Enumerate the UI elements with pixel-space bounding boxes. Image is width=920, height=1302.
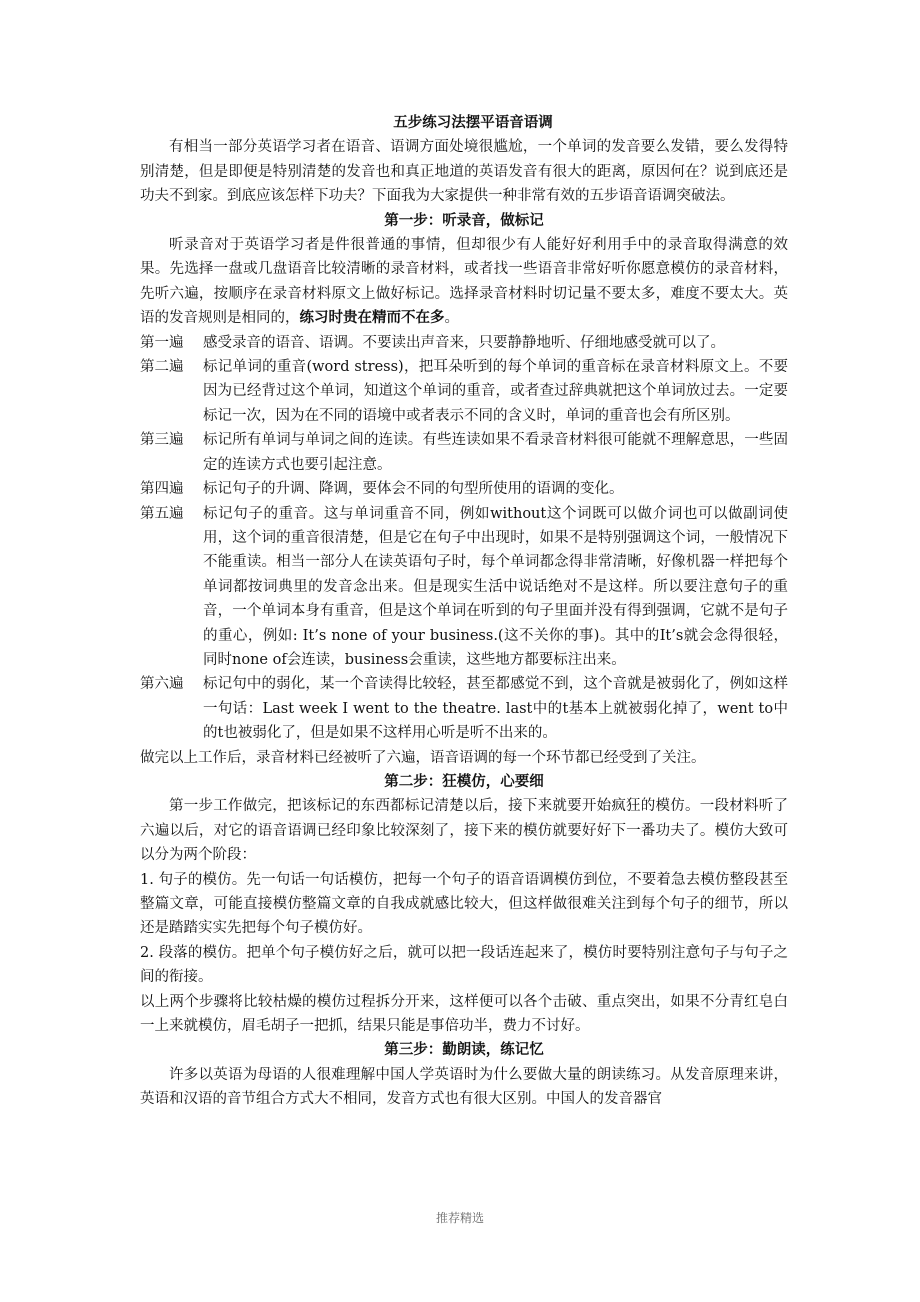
- intro-paragraph: 有相当一部分英语学习者在语音、语调方面处境很尴尬，一个单词的发音要么发错，要么发得特别清楚，但是即便是特别清楚的发音也和真正地道的英语发音有很大的距离，原因何在？说到底还是功夫不到家。到底应该怎样下功夫？下面我为大家提供一种非常有效的五步语音语调突破法。: [140, 139, 788, 205]
- step2-heading: 第二步：狂模仿，心要细: [384, 772, 544, 790]
- pass-text: 标记句子的升调、降调，要体会不同的句型所使用的语调的变化。: [203, 481, 624, 498]
- pass-label: 第六遍: [140, 676, 184, 693]
- pass-label: 第三遍: [140, 432, 184, 449]
- page-title: 五步练习法摆平语音语调: [393, 114, 553, 131]
- step2-point-2: 2. 段落的模仿。把单个句子模仿好之后，就可以把一段话连起来了，模仿时要特别注意句子与句子之间的衔接。: [140, 944, 788, 986]
- step1-emphasis: 练习时贵在精而不在多: [299, 309, 445, 327]
- pass-text: 标记句子的重音。这与单词重音不同，例如without这个词既可以做介词也可以做副词使用，这个词的重音很清楚，但是它在句子中出现时，如果不是特别强调这个词，一般情况下不能重读。相当一部分人在读英语句子时，每个单词都念得非常清晰，好像机器一样把每个单词都按词典里的发音念出来。但是现实生活中说话绝对不是这样。所以要注意句子的重音，一个单词本身有重音，但是这个单词在听到的句子里面并没有得到强调，它就不是句子的重心，例如: It’s none of your business.(这不关你的事)。其中的It’s就会念得很轻，同时none of会连读，business会重读，这些地方都要标注出来。: [203, 505, 788, 668]
- pass-text: 标记句中的弱化，某一个音读得比较轻，甚至都感觉不到，这个音就是被弱化了，例如这样一句话：Last week I went to the theatre. last中的t基本上就被弱化掉了，went to中的t也被弱化了，但是如果不这样用心听是听不出来的。: [203, 676, 788, 742]
- pass-item-5: [140, 502, 788, 673]
- pass-text: 标记单词的重音(word stress)，把耳朵听到的每个单词的重音标在录音材料原文上。不要因为已经背过这个单词，知道这个单词的重音，或者查过辞典就把这个单词放过去。一定要标记一次，因为在不同的语境中或者表示不同的含义时，单词的重音也会有所区别。: [203, 359, 788, 424]
- step1-paragraph: [140, 233, 788, 331]
- step1-paragraph-text: 听录音对于英语学习者是件很普通的事情，但却很少有人能好好利用手中的录音取得满意的效果。先选择一盘或几盘语音比较清晰的录音材料，或者找一些语音非常好听你愿意模仿的录音材料，先听六遍，按顺序在录音材料原文上做好标记。选择录音材料时切记量不要太多，难度不要太大。英语的发音规则是相同的，: [140, 237, 788, 327]
- pass-label: 第一遍: [140, 334, 184, 351]
- pass-text: 感受录音的语音、语调。不要读出声音来，只要静静地听、仔细地感受就可以了。: [203, 334, 725, 351]
- step3-heading: 第三步：勤朗读，练记忆: [384, 1041, 544, 1059]
- pass-label: 第二遍: [140, 359, 184, 376]
- document-body: [140, 111, 788, 1112]
- pass-label: 第五遍: [140, 505, 184, 522]
- pass-item-6: [140, 672, 788, 745]
- pass-item-3: [140, 428, 788, 477]
- step1-paragraph-end: 。: [444, 310, 459, 327]
- pass-item-2: [140, 355, 788, 428]
- step1-summary: 做完以上工作后，录音材料已经被听了六遍，语音语调的每一个环节都已经受到了关注。: [140, 749, 706, 766]
- page-footer: 推荐精选: [435, 1211, 484, 1225]
- pass-label: 第四遍: [140, 481, 184, 498]
- step2-paragraph: 第一步工作做完，把该标记的东西都标记清楚以后，接下来就要开始疯狂的模仿。一段材料听了六遍以后，对它的语音语调已经印象比较深刻了，接下来的模仿就要好好下一番功夫了。模仿大致可以分为两个阶段：: [140, 798, 788, 864]
- pass-text: 标记所有单词与单词之间的连读。有些连读如果不看录音材料很可能就不理解意思，一些固定的连读方式也要引起注意。: [203, 432, 788, 473]
- step3-paragraph: 许多以英语为母语的人很难理解中国人学英语时为什么要做大量的朗读练习。从发音原理来讲，英语和汉语的音节组合方式大不相同，发音方式也有很大区别。中国人的发音器官: [140, 1066, 788, 1108]
- step1-heading: 第一步：听录音，做标记: [384, 211, 544, 229]
- pass-item-4: [140, 477, 788, 501]
- step2-point-1: 1. 句子的模仿。先一句话一句话模仿，把每一个句子的语音语调模仿到位，不要着急去模仿整段甚至整篇文章，可能直接模仿整篇文章的自我成就感比较大，但这样做很难关注到每个句子的细节，所以还是踏踏实实先把每个句子模仿好。: [140, 871, 788, 937]
- pass-item-1: [140, 331, 788, 355]
- step2-summary: 以上两个步骤将比较枯燥的模仿过程拆分开来，这样便可以各个击破、重点突出，如果不分青红皂白一上来就模仿，眉毛胡子一把抓，结果只能是事倍功半，费力不讨好。: [140, 993, 788, 1035]
